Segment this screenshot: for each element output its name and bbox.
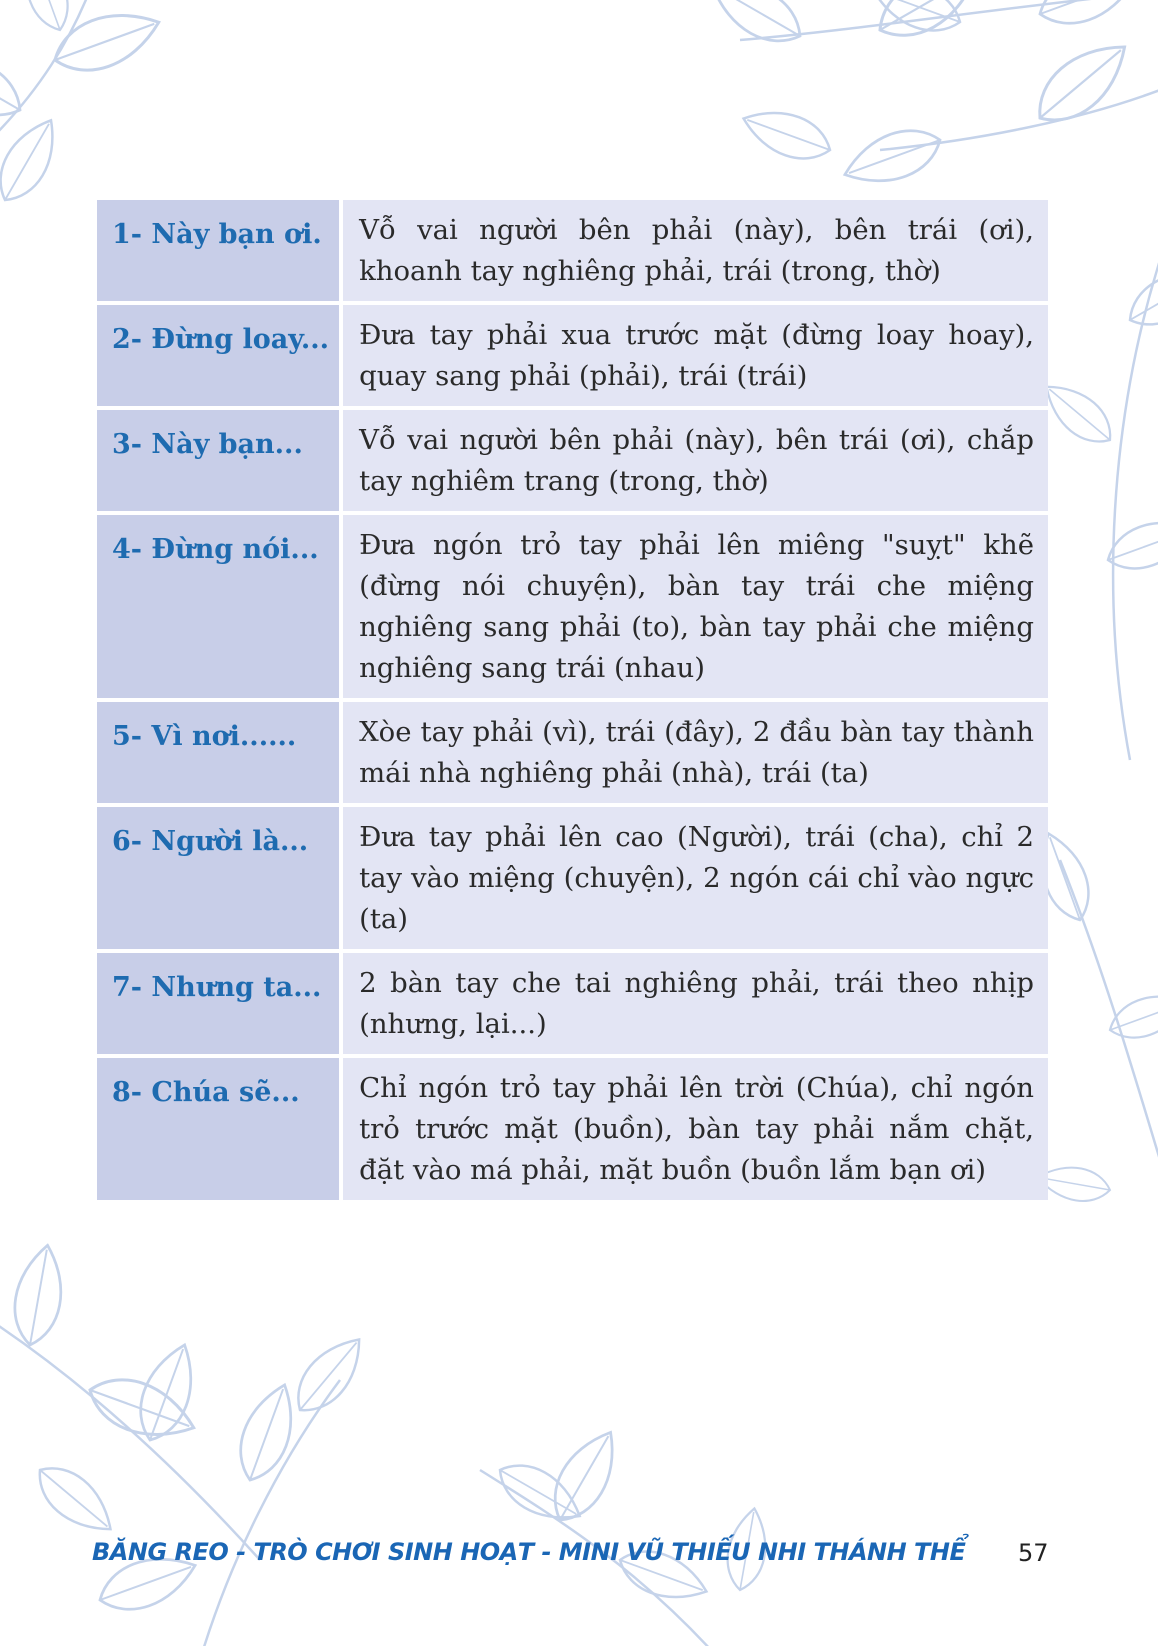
action-cell: Xòe tay phải (vì), trái (đây), 2 đầu bàn tay thành mái nhà nghiêng phải (nhà), trái (ta): [343, 702, 1048, 803]
leaf-cluster-top-right: [701, 0, 1158, 196]
leaf-cluster-top-left: [0, 0, 167, 210]
lyric-cell: 6- Người là...: [97, 807, 343, 949]
action-cell: Đưa tay phải lên cao (Người), trái (cha), chỉ 2 tay vào miệng (chuyện), 2 ngón cái chỉ vào ngực (ta): [343, 807, 1048, 949]
leaf-cluster-bottom-middle: [480, 1421, 772, 1646]
action-cell: Đưa ngón trỏ tay phải lên miêng "suỵt" khẽ (đừng nói chuyện), bàn tay trái che miệng nghiêng sang phải (to), bàn tay phải che miệng nghiêng sang trái (nhau): [343, 515, 1048, 698]
table-row: [97, 410, 1048, 511]
action-cell: Vỗ vai người bên phải (này), bên trái (ơi), chắp tay nghiêm trang (trong, thờ): [343, 410, 1048, 511]
table-row: [97, 305, 1048, 406]
table-row: [97, 702, 1048, 803]
action-cell: Vỗ vai người bên phải (này), bên trái (ơi), khoanh tay nghiêng phải, trái (trong, thờ): [343, 200, 1048, 301]
lyric-cell: 5- Vì nơi......: [97, 702, 343, 803]
action-cell: Chỉ ngón trỏ tay phải lên trời (Chúa), chỉ ngón trỏ trước mặt (buồn), bàn tay phải nắm chặt, đặt vào má phải, mặt buồn (buồn lắm bạn ơi): [343, 1058, 1048, 1200]
table-row: [97, 200, 1048, 301]
action-cell: 2 bàn tay che tai nghiêng phải, trái theo nhịp (nhưng, lại...): [343, 953, 1048, 1054]
lyric-cell: 3- Này bạn...: [97, 410, 343, 511]
leaf-cluster-bottom-left: [0, 1241, 375, 1646]
table-row: [97, 515, 1048, 698]
footer-book-title: BĂNG REO - TRÒ CHƠI SINH HOẠT - MINI VŨ THIẾU NHI THÁNH THỂ: [92, 1538, 966, 1566]
table-row: [97, 953, 1048, 1054]
lyric-cell: 8- Chúa sẽ...: [97, 1058, 343, 1200]
lyric-cell: 2- Đừng loay...: [97, 305, 343, 406]
table-row: [97, 807, 1048, 949]
lyric-cell: 4- Đừng nói...: [97, 515, 343, 698]
action-cell: Đưa tay phải xua trước mặt (đừng loay hoay), quay sang phải (phải), trái (trái): [343, 305, 1048, 406]
gesture-table: [97, 196, 1048, 1204]
lyric-cell: 7- Nhưng ta...: [97, 953, 343, 1054]
lyric-cell: 1- Này bạn ơi.: [97, 200, 343, 301]
leaf-cluster-right: [1029, 256, 1158, 1206]
page-number: 57: [1018, 1539, 1049, 1567]
table-row: [97, 1058, 1048, 1200]
